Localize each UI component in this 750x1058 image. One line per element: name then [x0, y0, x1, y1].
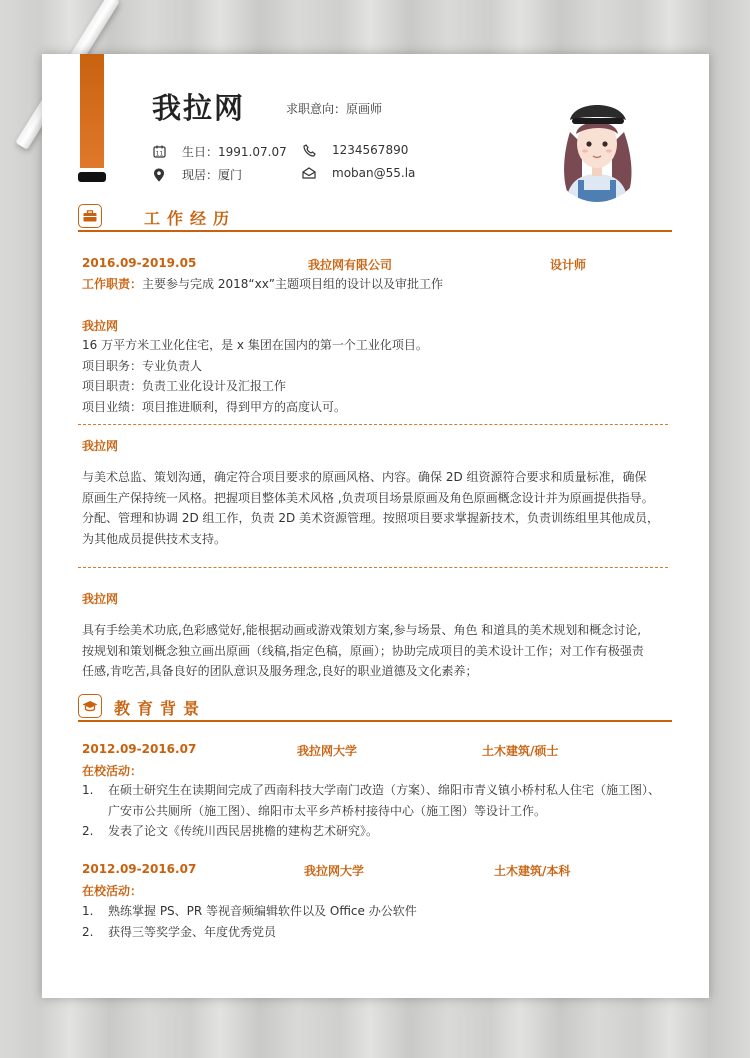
- project3-details: [82, 620, 670, 682]
- edu1-activities: [82, 780, 670, 842]
- briefcase-icon: [78, 204, 102, 228]
- project2-line: 为其他成员提供技术支持。: [82, 531, 227, 546]
- project2-line: 分配、管理和协调 2D 组工作，负责 2D 美术资源管理。按照项目要求掌握新技术，负责训练组里其他成员，: [82, 511, 660, 525]
- project3-line: 具有手绘美术功底,色彩感觉好,能根据动画或游戏策划方案,参与场景、角色 和道具的美术规划和概念讨论,: [82, 623, 642, 637]
- location-text: 现居：厦门: [182, 168, 243, 182]
- list-item: [82, 901, 670, 922]
- project1-name: 我拉网: [82, 319, 119, 333]
- section-divider: [78, 720, 672, 722]
- list-item-line: 获得三等奖学金、年度优秀党员: [108, 924, 277, 939]
- edu2-activity-label: 在校活动：: [82, 884, 143, 898]
- mail-icon: [302, 166, 316, 180]
- education-section-header: [78, 694, 672, 724]
- phone-text: 1234567890: [332, 143, 409, 157]
- project1-line: 项目职务：专业负责人: [82, 358, 203, 373]
- job-intention: 求职意向：原画师: [286, 102, 383, 116]
- resume-paper: [42, 54, 709, 998]
- project3-line: 按规划和策划概念独立画出原画（线稿,指定色稿，原画）；协助完成项目的美术设计工作；对工作有极强责: [82, 643, 644, 658]
- svg-text:11: 11: [155, 150, 163, 158]
- edu2-period: 2012.09-2016.07: [82, 862, 197, 876]
- edu2-activities: [82, 901, 670, 942]
- project3-name: 我拉网: [82, 592, 119, 606]
- location-pin-icon: [152, 168, 166, 182]
- calendar-icon: [152, 145, 166, 159]
- job-company: 我拉网有限公司: [308, 258, 393, 272]
- accent-mark: [78, 172, 106, 182]
- phone-icon: [302, 143, 316, 157]
- education-section-title: 教育背景: [114, 699, 207, 718]
- section-divider: [78, 230, 672, 232]
- edu2-major: 土木建筑/本科: [494, 864, 571, 878]
- project1-line: 项目职责：负责工业化设计及汇报工作: [82, 379, 287, 393]
- phone-row: [302, 143, 408, 157]
- accent-bar: [80, 54, 104, 168]
- edu1-major: 土木建筑/硕士: [482, 744, 559, 758]
- edu1-period: 2012.09-2016.07: [82, 742, 197, 756]
- list-number: 1.: [82, 904, 94, 918]
- list-item-line: 熟练掌握 PS、PR 等视音频编辑软件以及 Office 办公软件: [108, 904, 417, 918]
- dashed-divider: [78, 567, 668, 568]
- graduation-cap-icon: [78, 694, 102, 718]
- job-duty-label: 工作职责：: [82, 277, 143, 291]
- email-row: [302, 166, 415, 180]
- birth-text: 生日：1991.07.07: [182, 145, 287, 159]
- list-item: [82, 780, 670, 821]
- project1-line: 项目业绩：项目推进顺利，得到甲方的高度认可。: [82, 399, 347, 414]
- list-item-line: 广安市公共厕所（施工图）、绵阳市太平乡芦桥村接待中心（施工图）等设计工作。: [108, 803, 547, 818]
- avatar: [548, 94, 646, 202]
- project1-line: 16 万平方米工业化住宅，是 x 集团在国内的第一个工业化项目。: [82, 338, 428, 352]
- candidate-name: 我拉网: [152, 91, 246, 125]
- email-text: moban@55.la: [332, 166, 416, 180]
- dashed-divider: [78, 424, 668, 425]
- location-row: [152, 166, 242, 183]
- job-duty: [82, 275, 443, 292]
- list-number: 2.: [82, 824, 94, 838]
- work-section-header: [78, 204, 672, 234]
- project2-name: 我拉网: [82, 439, 119, 453]
- edu1-activity-label: 在校活动：: [82, 764, 143, 778]
- work-section-title: 工作经历: [144, 209, 237, 228]
- project3-line: 任感,肯吃苦,具备良好的团队意识及服务理念,良好的职业道德及文化素养；: [82, 664, 478, 678]
- job-duty-text: 主要参与完成 2018“xx”主题项目组的设计以及审批工作: [142, 277, 444, 291]
- list-number: 2.: [82, 924, 94, 939]
- birth-row: [152, 143, 287, 160]
- job-period: 2016.09-2019.05: [82, 256, 197, 270]
- edu2-school: 我拉网大学: [304, 864, 365, 878]
- job-position: 设计师: [550, 258, 587, 272]
- list-item-line: 发表了论文《传统川西民居挑檐的建构艺术研究》。: [108, 824, 379, 838]
- project1-details: [82, 335, 670, 417]
- project2-line: 原画生产保持统一风格。把握项目整体美术风格 ,负责项目场景原画及角色原画概念设计并为原画提供指导。: [82, 490, 654, 505]
- list-item: [82, 922, 670, 943]
- project2-details: [82, 467, 670, 549]
- list-item-line: 在硕士研究生在读期间完成了西南科技大学南门改造（方案）、绵阳市青义镇小桥村私人住宅（施工图）、: [108, 783, 661, 797]
- edu1-school: 我拉网大学: [297, 744, 358, 758]
- project2-line: 与美术总监、策划沟通，确定符合项目要求的原画风格、内容。确保 2D 组资源符合要求和质量标准，确保: [82, 470, 647, 484]
- list-number: 1.: [82, 783, 94, 797]
- list-item: [82, 821, 670, 842]
